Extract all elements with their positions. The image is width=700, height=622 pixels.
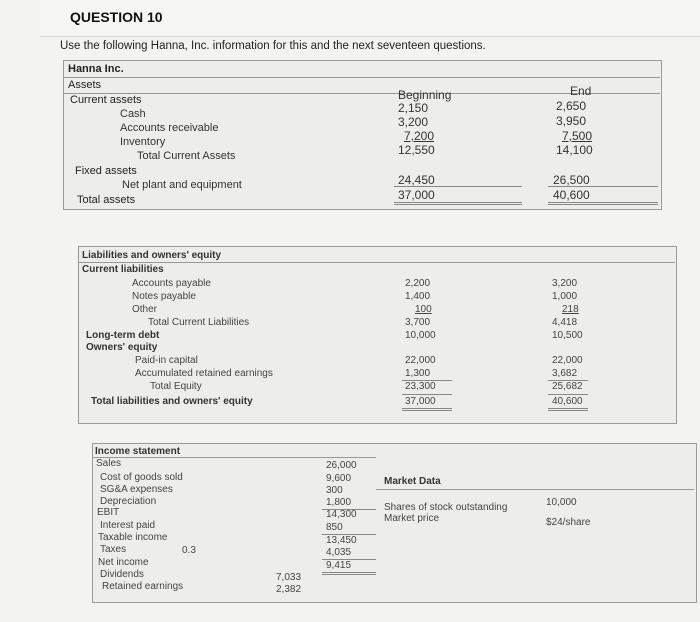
assets-end-cash: 2,650 bbox=[556, 99, 587, 113]
liab-end-total: 40,600 bbox=[552, 396, 583, 407]
income-net-income-value: 9,415 bbox=[326, 560, 352, 571]
cogs-label: Cost of goods sold bbox=[100, 472, 183, 483]
income-dividends-value: 7,033 bbox=[276, 572, 302, 583]
assets-beginning-inventory: 7,200 bbox=[404, 129, 435, 143]
net-income-label: Net income bbox=[98, 557, 149, 568]
assets-beginning-cash: 2,150 bbox=[398, 101, 429, 115]
liab-beginning-rule-2 bbox=[402, 394, 452, 395]
current-assets-label: Current assets bbox=[70, 94, 142, 106]
assets-beginning-double-rule bbox=[394, 202, 522, 205]
np-label: Notes payable bbox=[132, 291, 196, 302]
liab-beginning-equity: 23,300 bbox=[405, 381, 436, 392]
net-plant-label: Net plant and equipment bbox=[122, 179, 242, 191]
liab-beginning-retained: 1,300 bbox=[405, 368, 431, 379]
retained-earnings-label: Retained earnings bbox=[102, 581, 184, 592]
beginning-header: Beginning bbox=[398, 88, 452, 102]
current-liabilities-label: Current liabilities bbox=[82, 264, 164, 275]
liab-end-tcl: 4,418 bbox=[552, 317, 578, 328]
retained-label: Accumulated retained earnings bbox=[135, 368, 273, 379]
liab-beginning-np: 1,400 bbox=[405, 291, 431, 302]
question-intro: Use the following Hanna, Inc. information for this and the next seventeen questions. bbox=[60, 40, 486, 52]
assets-beginning-tca: 12,550 bbox=[398, 143, 435, 157]
assets-end-tca: 14,100 bbox=[556, 143, 593, 157]
income-cogs-value: 9,600 bbox=[326, 473, 352, 484]
income-taxes-value: 4,035 bbox=[326, 547, 352, 558]
tca-label: Total Current Assets bbox=[137, 150, 236, 162]
shares-label: Shares of stock outstanding bbox=[384, 502, 508, 513]
dividends-label: Dividends bbox=[100, 569, 144, 580]
other-label: Other bbox=[132, 304, 158, 315]
liab-beginning-total: 37,000 bbox=[405, 396, 436, 407]
liab-end-other: 218 bbox=[562, 304, 579, 315]
assets-end-total: 40,600 bbox=[553, 188, 590, 202]
liab-end-retained: 3,682 bbox=[552, 368, 578, 379]
assets-end-inventory: 7,500 bbox=[562, 129, 593, 143]
liab-end-ap: 3,200 bbox=[552, 278, 578, 289]
liab-end-ltd: 10,500 bbox=[552, 330, 583, 341]
inventory-label: Inventory bbox=[120, 136, 166, 148]
assets-beginning-total: 37,000 bbox=[398, 188, 435, 202]
income-ebit-value: 14,300 bbox=[326, 509, 357, 520]
income-taxable-value: 13,450 bbox=[326, 535, 357, 546]
liab-beginning-paid-in: 22,000 bbox=[405, 355, 436, 366]
liab-end-paid-in: 22,000 bbox=[552, 355, 583, 366]
assets-end-ar: 3,950 bbox=[556, 114, 587, 128]
liabilities-header-divider bbox=[79, 262, 675, 263]
liab-end-np: 1,000 bbox=[552, 291, 578, 302]
liab-end-equity: 25,682 bbox=[552, 381, 583, 392]
market-header-divider bbox=[376, 489, 694, 490]
assets-beginning-ar: 3,200 bbox=[398, 115, 429, 129]
total-assets-label: Total assets bbox=[77, 194, 136, 206]
income-double-rule bbox=[322, 572, 376, 575]
price-label: Market price bbox=[384, 513, 440, 524]
tcl-label: Total Current Liabilities bbox=[148, 317, 250, 328]
liab-end-rule-2 bbox=[548, 394, 588, 395]
depreciation-label: Depreciation bbox=[100, 496, 157, 507]
liab-end-double-rule bbox=[548, 408, 588, 411]
assets-header-divider bbox=[64, 77, 660, 78]
assets-end-net-plant: 26,500 bbox=[553, 173, 590, 187]
sales-label: Sales bbox=[96, 458, 122, 469]
end-header: End bbox=[570, 84, 592, 98]
taxable-label: Taxable income bbox=[98, 532, 168, 543]
assets-end-double-rule bbox=[548, 202, 658, 205]
sga-label: SG&A expenses bbox=[100, 484, 173, 495]
ltd-label: Long-term debt bbox=[86, 330, 160, 341]
market-data-heading: Market Data bbox=[384, 476, 441, 487]
fixed-assets-label: Fixed assets bbox=[75, 165, 137, 177]
liab-beginning-tcl: 3,700 bbox=[405, 317, 431, 328]
total-equity-label: Total Equity bbox=[150, 381, 202, 392]
liabilities-heading: Liabilities and owners' equity bbox=[82, 250, 222, 261]
liab-beginning-other: 100 bbox=[415, 304, 432, 315]
ap-label: Accounts payable bbox=[132, 278, 211, 289]
income-retained-value: 2,382 bbox=[276, 584, 302, 595]
owners-equity-label: Owners' equity bbox=[86, 342, 158, 353]
ebit-label: EBIT bbox=[97, 507, 120, 518]
liab-beginning-ap: 2,200 bbox=[405, 278, 431, 289]
liab-beginning-ltd: 10,000 bbox=[405, 330, 436, 341]
income-depreciation-value: 1,800 bbox=[326, 497, 352, 508]
price-value: $24/share bbox=[546, 517, 591, 528]
income-heading: Income statement bbox=[95, 446, 181, 457]
tax-rate: 0.3 bbox=[182, 545, 196, 556]
assets-heading: Assets bbox=[68, 79, 102, 91]
ar-label: Accounts receivable bbox=[120, 122, 219, 134]
taxes-label: Taxes bbox=[100, 544, 127, 555]
paid-in-label: Paid-in capital bbox=[135, 355, 198, 366]
cash-label: Cash bbox=[120, 108, 146, 120]
income-header-divider bbox=[93, 457, 376, 458]
question-title: QUESTION 10 bbox=[70, 9, 163, 25]
assets-beginning-net-plant: 24,450 bbox=[398, 173, 435, 187]
total-liabilities-label: Total liabilities and owners' equity bbox=[91, 396, 253, 407]
income-interest-value: 850 bbox=[326, 522, 343, 533]
interest-label: Interest paid bbox=[100, 520, 156, 531]
shares-value: 10,000 bbox=[546, 497, 577, 508]
company-name: Hanna Inc. bbox=[68, 63, 124, 75]
income-sales-value: 26,000 bbox=[326, 460, 357, 471]
income-sga-value: 300 bbox=[326, 485, 343, 496]
liab-beginning-double-rule bbox=[402, 408, 452, 411]
